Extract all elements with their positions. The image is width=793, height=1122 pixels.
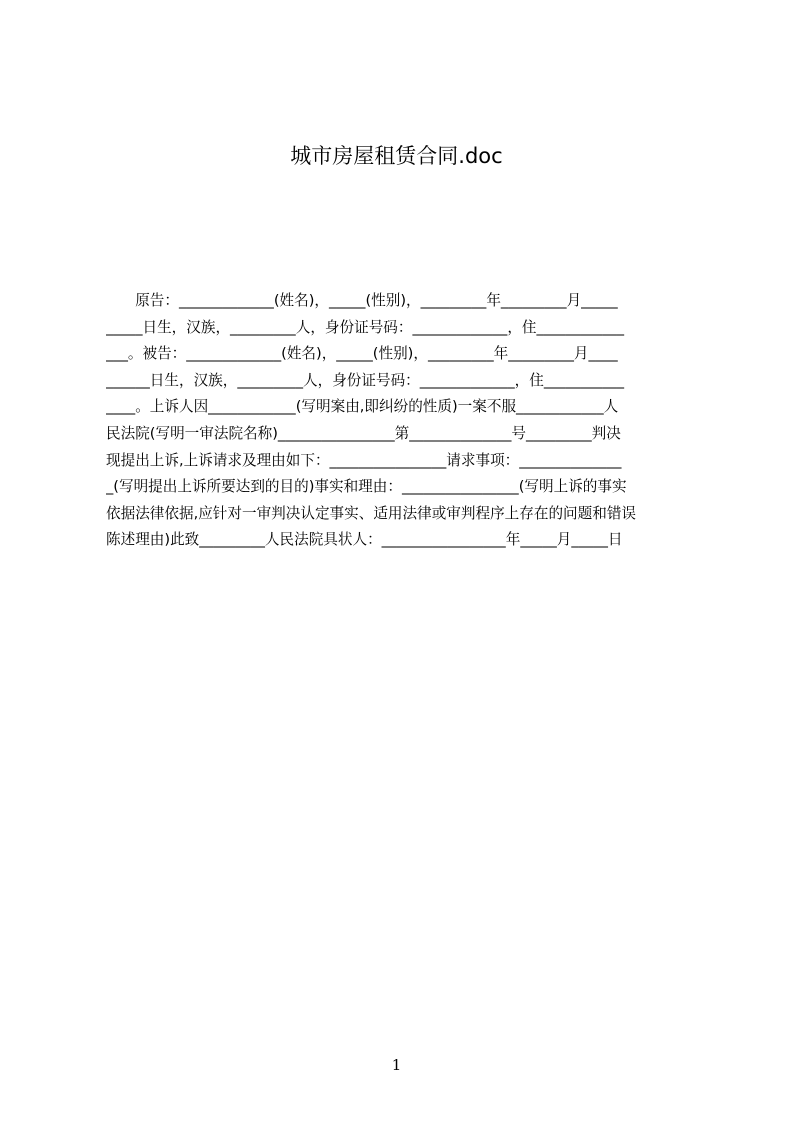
body-line: 陈述理由)此致_________人民法院具状人：_________________年_____月_____日: [106, 531, 623, 549]
body-line: 现提出上诉,上诉请求及理由如下：________________请求事项：______________: [106, 451, 622, 469]
body-line: ___。被告：_____________(姓名)，_____(性别)，_________年_________月____: [106, 345, 618, 363]
document-body: [106, 288, 702, 554]
body-line: 原告：_____________(姓名)，_____(性别)，_________年_________月_____: [106, 292, 618, 309]
body-line: 依据法律依据,应针对一审判决认定事实、适用法律或审判程序上存在的问题和错误: [106, 504, 637, 522]
body-line: ____。上诉人因____________(写明案由,即纠纷的性质)一案不服____________人: [106, 398, 619, 416]
page-number: 1: [391, 1056, 402, 1074]
document-title: 城市房屋租赁合同.doc: [290, 144, 503, 168]
body-line: _____日生，汉族，_________人，身份证号码：_____________，住____________: [106, 318, 625, 336]
body-line: 民法院(写明一审法院名称)________________第______________号_________判决: [106, 424, 621, 442]
body-line: ______日生，汉族，_________人，身份证号码：_____________，住___________: [106, 371, 625, 389]
body-line: _(写明提出上诉所要达到的目的)事实和理由：________________(写明上诉的事实: [106, 478, 627, 496]
